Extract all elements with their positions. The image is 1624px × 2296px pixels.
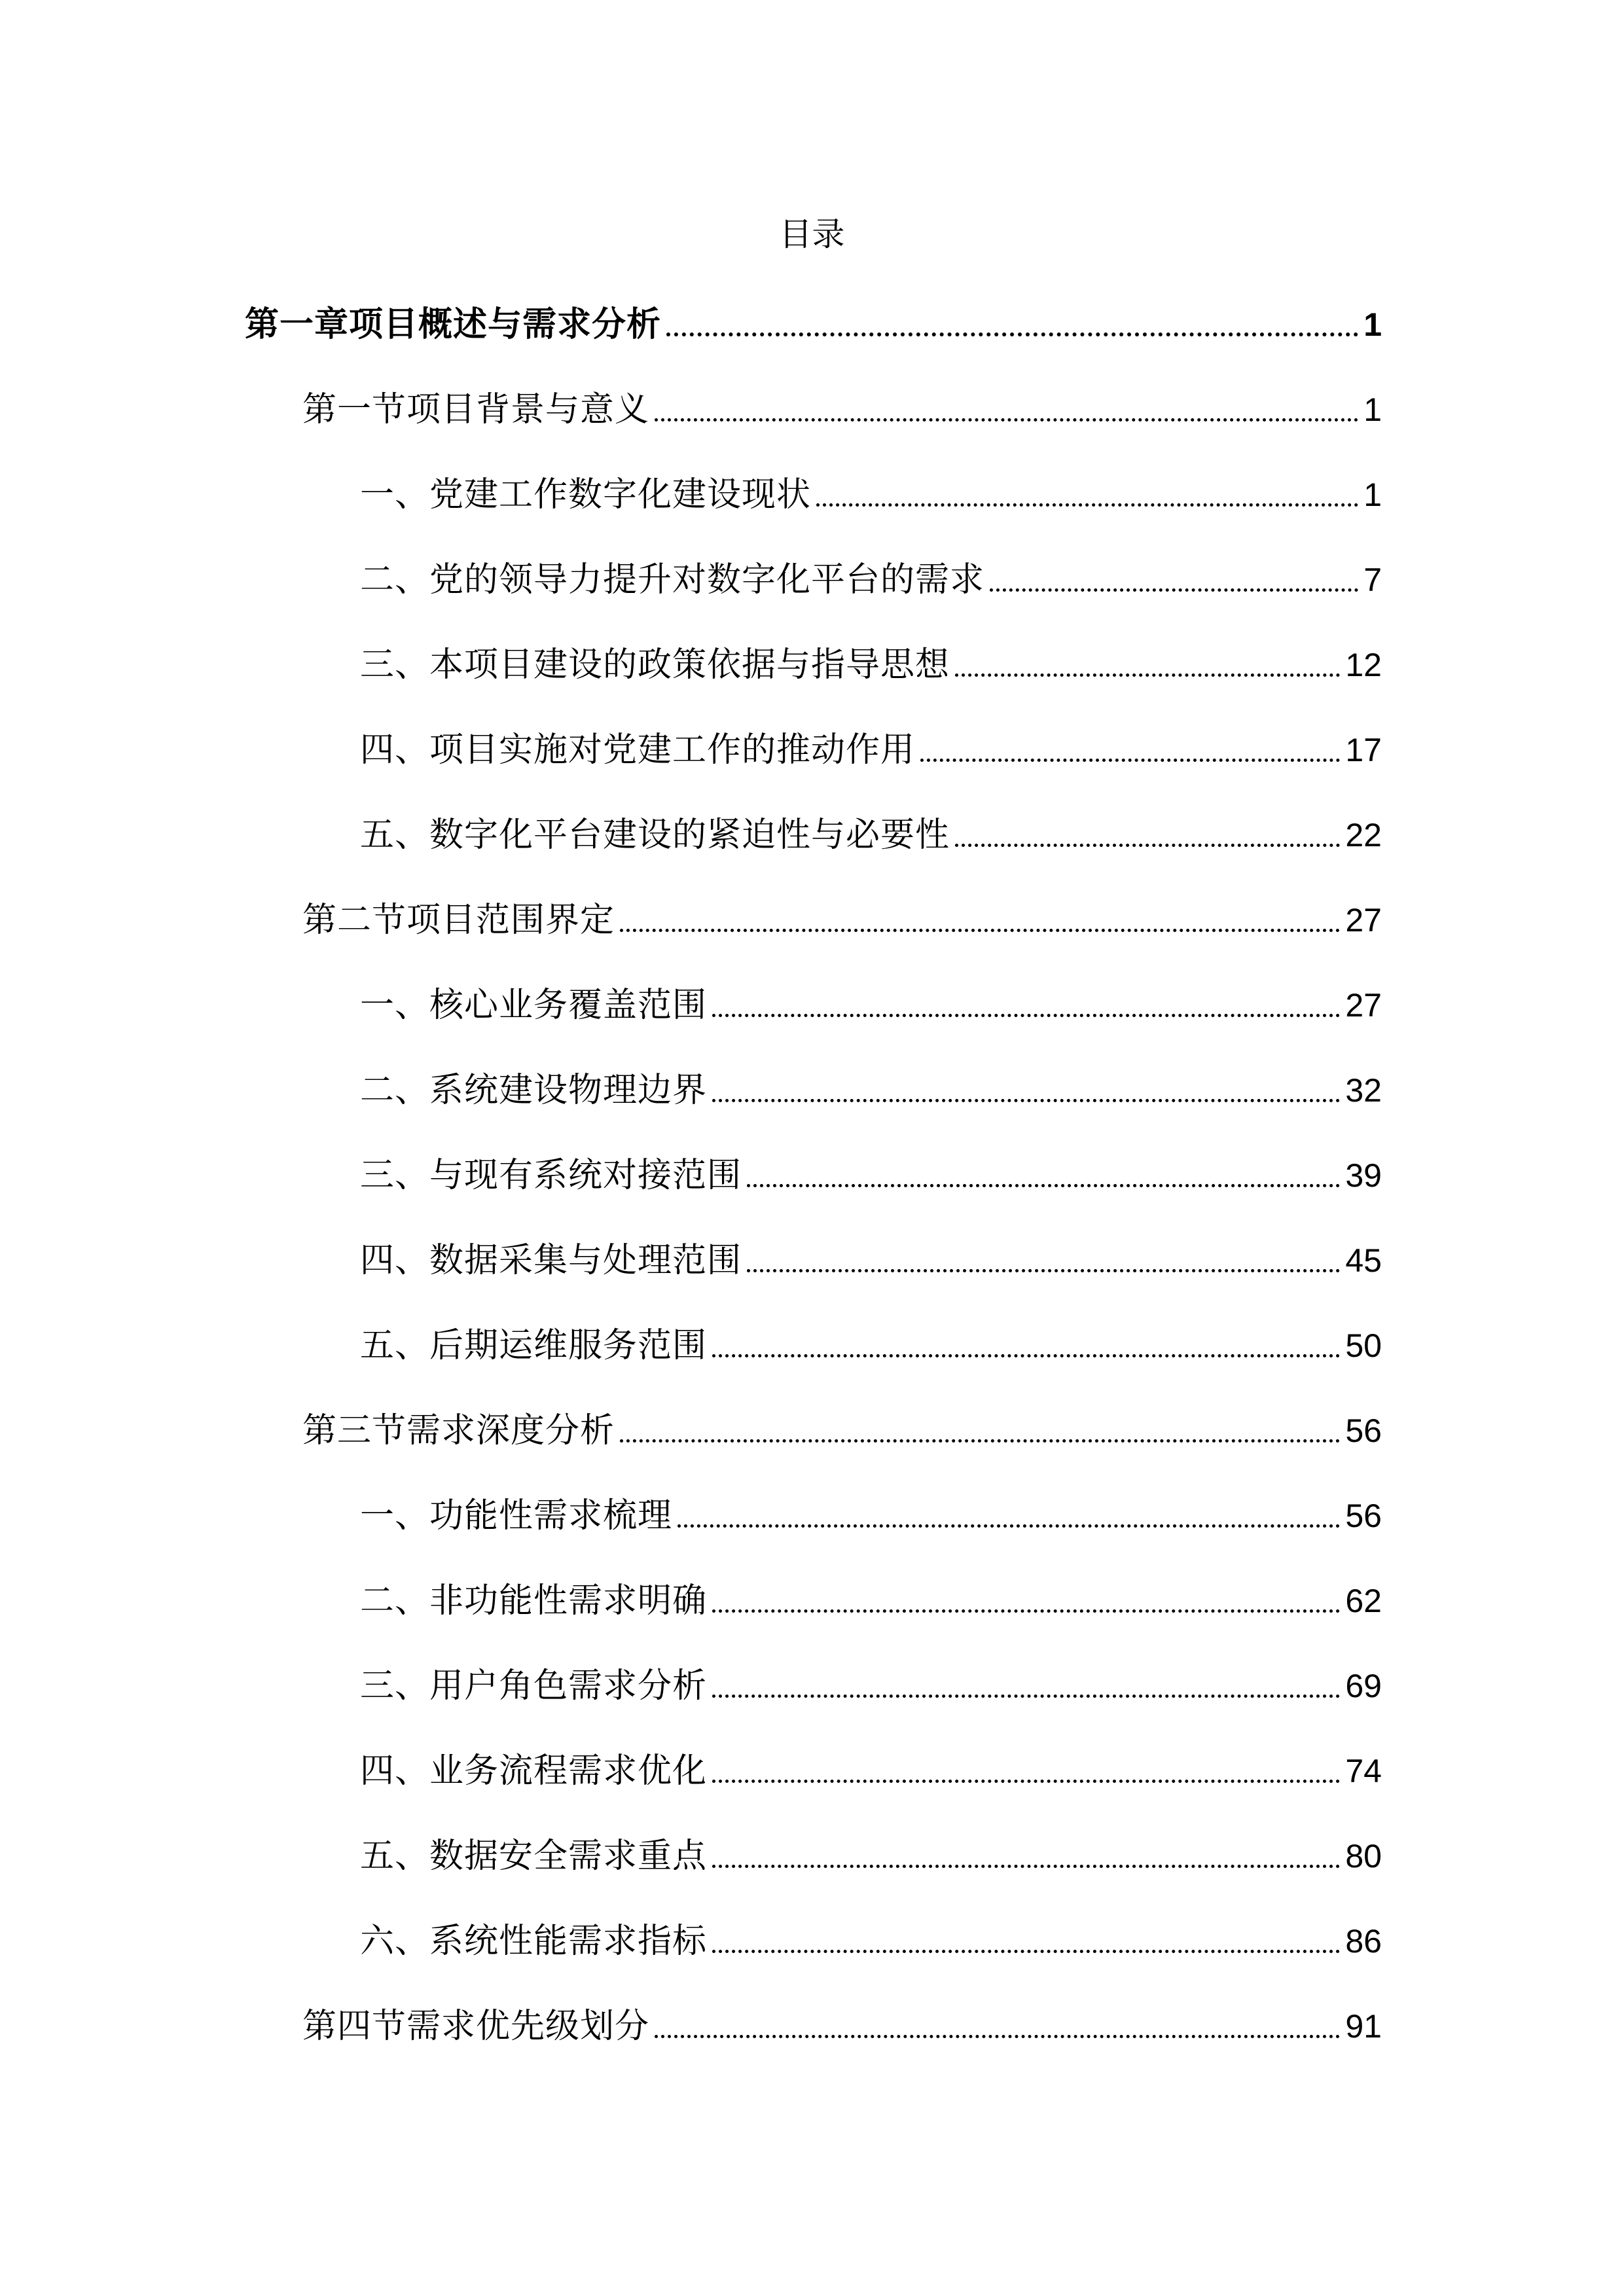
toc-entry-label: 二、系统建设物理边界: [360, 1071, 708, 1110]
toc-entry-subsection[interactable]: [360, 554, 1382, 606]
dot-leader: [747, 1184, 1340, 1187]
dot-leader: [712, 1014, 1340, 1017]
toc-entry-page: 56: [1345, 1412, 1382, 1449]
toc-entry-label: 第四节需求优先级划分: [302, 2007, 650, 2046]
toc-entry-subsection[interactable]: [360, 1234, 1382, 1287]
toc-entry-page: 12: [1345, 647, 1382, 683]
toc-entry-subsection[interactable]: [360, 1575, 1382, 1627]
toc-entry-subsection[interactable]: [360, 639, 1382, 691]
toc-entry-subsection[interactable]: [360, 979, 1382, 1031]
dot-leader: [712, 1695, 1340, 1698]
toc-entry-label: 一、党建工作数字化建设现状: [360, 475, 812, 514]
dot-leader: [620, 1439, 1340, 1443]
toc-entry-subsection[interactable]: [360, 1745, 1382, 1797]
toc-entry-page: 27: [1345, 987, 1382, 1024]
toc-entry-label: 第一节项目背景与意义: [302, 390, 650, 429]
dot-leader: [990, 588, 1358, 592]
toc-entry-label: 二、非功能性需求明确: [360, 1581, 708, 1621]
toc-entry-section[interactable]: [302, 894, 1382, 946]
toc-entry-label: 六、系统性能需求指标: [360, 1922, 708, 1961]
toc-entry-page: 32: [1345, 1072, 1382, 1109]
toc-entry-chapter[interactable]: [245, 298, 1382, 351]
toc-entry-page: 22: [1345, 817, 1382, 853]
toc-entry-page: 1: [1363, 306, 1382, 343]
toc-entry-page: 62: [1345, 1583, 1382, 1619]
toc-entry-subsection[interactable]: [360, 809, 1382, 861]
page-title: 目录: [779, 215, 845, 253]
toc-entry-subsection[interactable]: [360, 1064, 1382, 1117]
toc-entry-subsection[interactable]: [360, 1490, 1382, 1542]
toc-entry-section[interactable]: [302, 2000, 1382, 2053]
dot-leader: [712, 1099, 1340, 1102]
dot-leader: [747, 1269, 1340, 1272]
toc-entry-page: 17: [1345, 732, 1382, 768]
dot-leader: [816, 503, 1358, 507]
dot-leader: [666, 332, 1358, 336]
toc-entry-subsection[interactable]: [360, 1319, 1382, 1372]
toc-entry-label: 第二节项目范围界定: [302, 901, 615, 940]
toc-entry-subsection[interactable]: [360, 469, 1382, 521]
toc-entry-subsection[interactable]: [360, 1149, 1382, 1202]
toc-entry-label: 四、数据采集与处理范围: [360, 1241, 742, 1280]
toc-entry-section[interactable]: [302, 384, 1382, 436]
toc-entry-label: 一、功能性需求梳理: [360, 1496, 673, 1535]
dot-leader: [712, 1609, 1340, 1613]
toc-entry-label: 五、后期运维服务范围: [360, 1326, 708, 1365]
toc-entry-label: 三、与现有系统对接范围: [360, 1156, 742, 1195]
toc-entry-page: 91: [1345, 2008, 1382, 2045]
toc-entry-page: 74: [1345, 1753, 1382, 1789]
toc-entry-label: 四、项目实施对党建工作的推动作用: [360, 730, 916, 770]
toc-entry-page: 45: [1345, 1242, 1382, 1279]
toc-entry-page: 27: [1345, 902, 1382, 939]
toc-entry-subsection[interactable]: [360, 1660, 1382, 1712]
toc-entry-page: 1: [1363, 391, 1382, 428]
toc-entry-label: 二、党的领导力提升对数字化平台的需求: [360, 560, 985, 600]
toc-entry-page: 1: [1363, 476, 1382, 513]
toc-entry-page: 86: [1345, 1923, 1382, 1960]
dot-leader: [712, 1780, 1340, 1783]
toc-entry-label: 三、本项目建设的政策依据与指导思想: [360, 645, 950, 685]
toc-entry-label: 第三节需求深度分析: [302, 1411, 615, 1450]
toc-entry-page: 69: [1345, 1668, 1382, 1704]
toc-entry-page: 39: [1345, 1157, 1382, 1194]
dot-leader: [677, 1524, 1340, 1528]
dot-leader: [712, 1865, 1340, 1868]
dot-leader: [712, 1950, 1340, 1953]
toc-entry-page: 50: [1345, 1327, 1382, 1364]
dot-leader: [655, 2035, 1340, 2038]
toc-entry-subsection[interactable]: [360, 1915, 1382, 1967]
toc-entry-page: 56: [1345, 1498, 1382, 1534]
toc-entry-subsection[interactable]: [360, 724, 1382, 776]
toc-entry-section[interactable]: [302, 1405, 1382, 1457]
toc-entry-label: 第一章项目概述与需求分析: [245, 305, 662, 344]
toc-entry-page: 80: [1345, 1838, 1382, 1874]
toc-entry-page: 7: [1363, 562, 1382, 598]
dot-leader: [920, 759, 1340, 762]
toc-entry-label: 一、核心业务覆盖范围: [360, 986, 708, 1025]
dot-leader: [955, 844, 1340, 847]
dot-leader: [655, 418, 1358, 422]
dot-leader: [955, 673, 1340, 677]
toc-entry-label: 四、业务流程需求优化: [360, 1751, 708, 1791]
toc-entry-label: 三、用户角色需求分析: [360, 1666, 708, 1706]
dot-leader: [620, 929, 1340, 932]
dot-leader: [712, 1354, 1340, 1357]
toc-entry-label: 五、数字化平台建设的紧迫性与必要性: [360, 816, 950, 855]
toc-entry-label: 五、数据安全需求重点: [360, 1837, 708, 1876]
toc-entry-subsection[interactable]: [360, 1830, 1382, 1882]
